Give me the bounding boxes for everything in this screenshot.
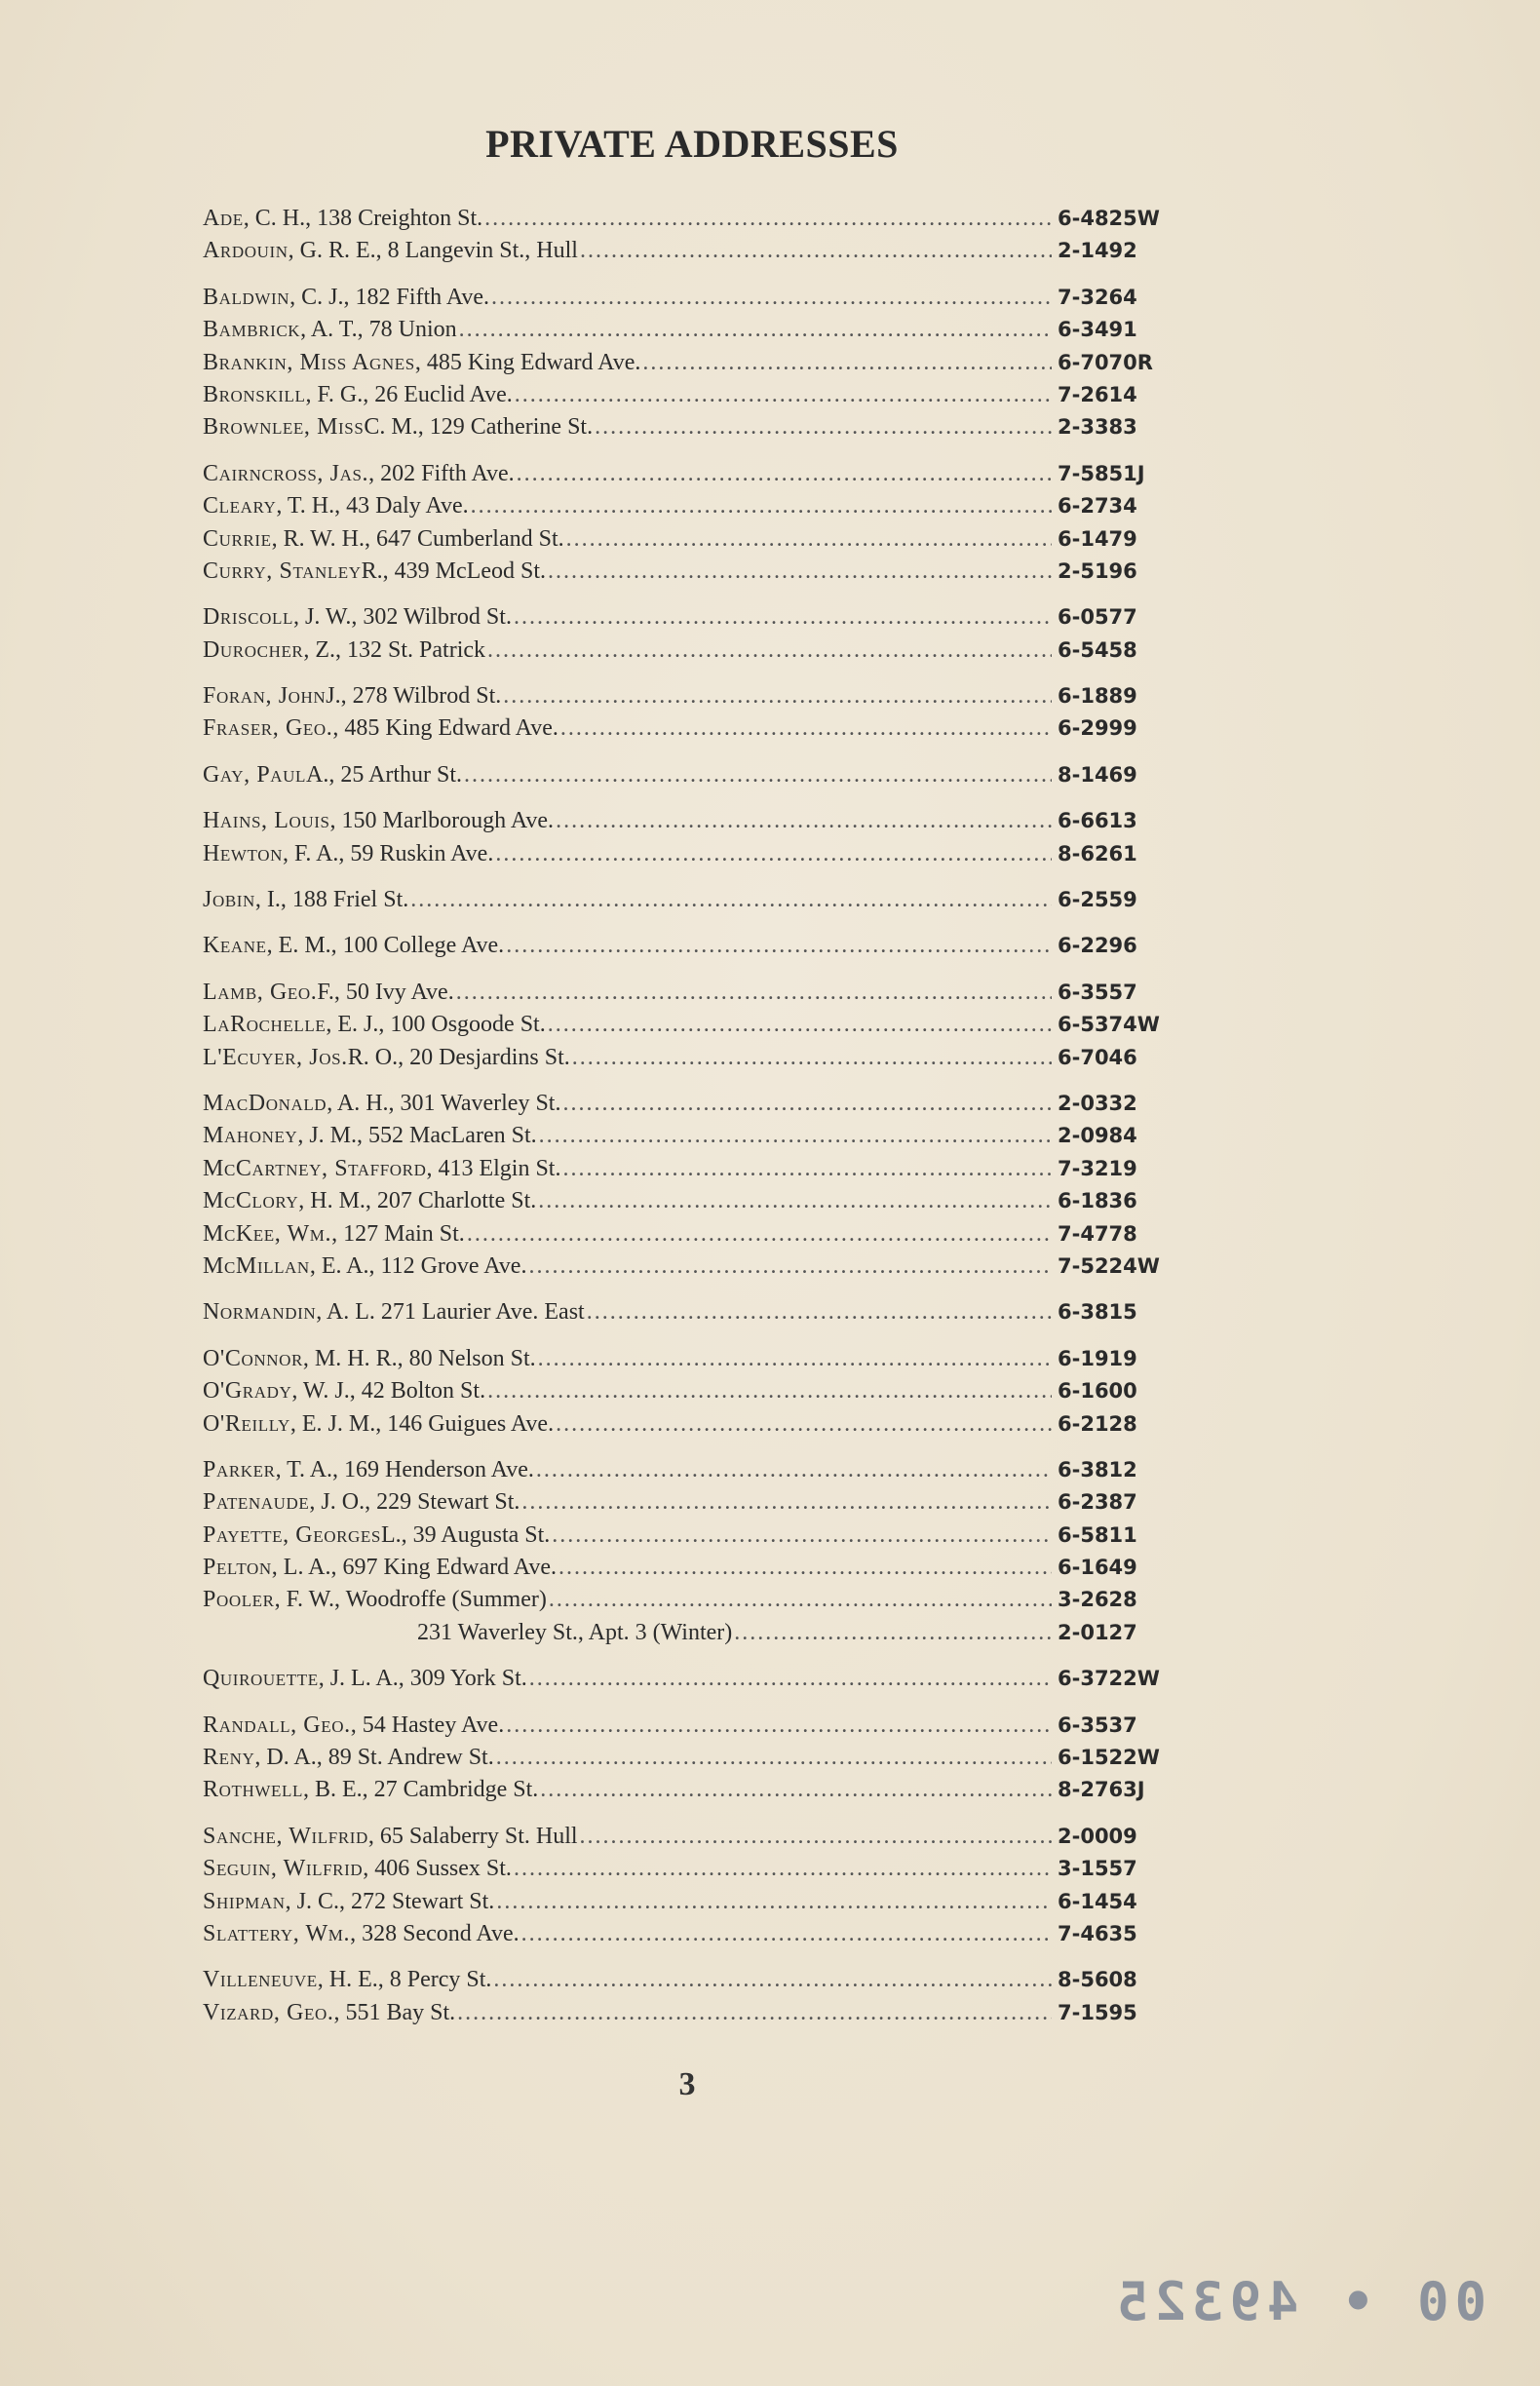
entry-address: , 413 Elgin St. — [426, 1155, 561, 1181]
address-entry — [203, 838, 1182, 870]
entry-phone: 6-1649 — [1058, 1556, 1137, 1580]
address-entry — [203, 1997, 1182, 2029]
entry-address: , C. J., 182 Fifth Ave. — [289, 284, 490, 310]
entry-phone: 6-7046 — [1058, 1045, 1137, 1069]
entry-phone: 6-0577 — [1058, 605, 1137, 630]
entry-name: McClory — [203, 1188, 299, 1214]
entry-address: R. O., 20 Desjardins St. — [347, 1044, 570, 1070]
entry-phone: 6-3722W — [1058, 1667, 1160, 1691]
entry-phone: 6-2296 — [1058, 934, 1137, 958]
entry-name: Bronskill — [203, 381, 306, 407]
dot-leader — [515, 379, 1052, 411]
entry-address: , 202 Fifth Ave. — [368, 460, 515, 486]
dot-leader — [495, 838, 1052, 870]
entry-address: , J. M., 552 MacLaren St. — [297, 1123, 537, 1149]
address-entry — [203, 1617, 1182, 1649]
entry-phone: 6-6613 — [1058, 809, 1137, 833]
page-title: PRIVATE ADDRESSES — [485, 122, 899, 166]
dot-leader — [496, 1742, 1052, 1774]
dot-leader — [549, 1584, 1052, 1616]
address-entry — [203, 1584, 1182, 1616]
entry-name: Ardouin — [203, 238, 289, 264]
dot-leader — [529, 1663, 1052, 1695]
entry-phone: 8-2763J — [1058, 1778, 1145, 1802]
address-list — [203, 203, 1182, 2029]
dot-leader — [538, 1185, 1052, 1217]
entry-address: , J. O., 229 Stewart St. — [309, 1489, 520, 1516]
entry-address: , B. E., 27 Cambridge St. — [302, 1777, 539, 1803]
entry-phone: 3-1557 — [1058, 1857, 1137, 1881]
address-entry — [203, 1153, 1182, 1185]
entry-name: Seguin, Wilfrid — [203, 1856, 364, 1882]
dot-leader — [471, 490, 1052, 522]
entry-address: , R. W. H., 647 Cumberland St. — [271, 525, 564, 552]
dot-leader — [552, 1520, 1052, 1552]
archive-stamp: 00 • 49325 — [1111, 2271, 1487, 2332]
address-entry — [203, 523, 1182, 556]
dot-leader — [580, 1821, 1052, 1853]
address-entry — [203, 1742, 1182, 1774]
entry-name: Shipman — [203, 1888, 286, 1914]
address-entry — [203, 712, 1182, 745]
entry-name: Parker — [203, 1456, 276, 1482]
entry-address: , 328 Second Ave. — [350, 1920, 520, 1946]
address-entry — [203, 235, 1182, 267]
entry-phone: 6-1454 — [1058, 1889, 1137, 1913]
entry-name: Durocher — [203, 636, 304, 663]
entry-address: , E. A., 112 Grove Ave. — [309, 1252, 527, 1279]
address-entry — [203, 490, 1182, 522]
address-entry — [203, 1218, 1182, 1251]
entry-phone: 2-0127 — [1058, 1620, 1137, 1644]
entry-name: Keane — [203, 933, 267, 959]
address-entry — [203, 1663, 1182, 1695]
entry-phone: 3-2628 — [1058, 1588, 1137, 1612]
entry-address: , D. A., 89 St. Andrew St. — [254, 1745, 494, 1771]
entry-phone: 2-1492 — [1058, 239, 1137, 263]
dot-leader — [517, 458, 1052, 490]
entry-name: LaRochelle — [203, 1012, 327, 1038]
entry-address: , J. C., 272 Stewart St. — [285, 1888, 495, 1914]
entry-name: McCartney, Stafford — [203, 1155, 427, 1181]
entry-name: Quirouette — [203, 1666, 319, 1692]
dot-leader — [587, 1296, 1052, 1328]
entry-phone: 6-1479 — [1058, 526, 1137, 551]
entry-name: Hains, Louis — [203, 808, 330, 834]
dot-leader — [487, 1375, 1052, 1407]
entry-phone: 7-3219 — [1058, 1156, 1137, 1180]
entry-phone: 2-0009 — [1058, 1824, 1137, 1848]
dot-leader — [493, 1964, 1052, 1996]
entry-phone: 6-1889 — [1058, 684, 1137, 709]
entry-address: , A. T., 78 Union — [300, 317, 457, 343]
address-entry — [203, 1486, 1182, 1519]
entry-phone: 6-5811 — [1058, 1522, 1137, 1547]
entry-phone: 2-3383 — [1058, 415, 1137, 440]
dot-leader — [456, 977, 1052, 1009]
entry-name: Curry, Stanley — [203, 558, 362, 584]
address-entry — [203, 1552, 1182, 1584]
entry-name: O'Connor — [203, 1345, 303, 1371]
address-entry — [203, 203, 1182, 235]
address-entry — [203, 1520, 1182, 1552]
entry-phone: 6-2387 — [1058, 1490, 1137, 1515]
entry-phone: 6-1600 — [1058, 1379, 1137, 1404]
address-entry — [203, 1042, 1182, 1074]
address-entry — [203, 347, 1182, 379]
dot-leader — [467, 1218, 1052, 1251]
entry-name: McKee, Wm. — [203, 1220, 332, 1247]
entry-phone: 6-5458 — [1058, 637, 1137, 662]
address-entry — [203, 1454, 1182, 1486]
entry-phone: 6-2999 — [1058, 716, 1137, 741]
entry-phone: 6-2128 — [1058, 1411, 1137, 1436]
dot-leader — [562, 1153, 1052, 1185]
entry-name: Pooler — [203, 1587, 275, 1613]
dot-leader — [514, 1853, 1052, 1885]
entry-address: , 485 King Edward Ave. — [414, 349, 641, 375]
entry-name: Cairncross, Jas. — [203, 460, 369, 486]
entry-name: Sanche, Wilfrid — [203, 1823, 368, 1849]
entry-address: , E. M., 100 College Ave. — [266, 933, 505, 959]
entry-name: Slattery, Wm. — [203, 1920, 351, 1946]
address-entry — [203, 680, 1182, 712]
entry-phone: 6-2734 — [1058, 494, 1137, 519]
address-entry — [203, 1408, 1182, 1441]
dot-leader — [506, 930, 1052, 962]
address-entry — [203, 1886, 1182, 1918]
entry-address: , W. J., 42 Bolton St. — [291, 1378, 486, 1405]
entry-name: MacDonald — [203, 1090, 327, 1116]
dot-leader — [521, 1486, 1052, 1519]
entry-name: Reny — [203, 1745, 255, 1771]
dot-leader — [459, 314, 1052, 346]
entry-address: , F. A., 59 Ruskin Ave. — [283, 840, 494, 866]
entry-address: L., 39 Augusta St. — [380, 1521, 551, 1548]
dot-leader — [521, 1918, 1052, 1950]
address-entry — [203, 1185, 1182, 1217]
entry-address: , E. J., 100 Osgoode St. — [326, 1012, 546, 1038]
dot-leader — [503, 680, 1052, 712]
address-entry — [203, 601, 1182, 634]
entry-name: O'Grady — [203, 1378, 292, 1405]
entry-name: Currie — [203, 525, 272, 552]
address-entry — [203, 1296, 1182, 1328]
dot-leader — [410, 884, 1052, 916]
entry-phone: 7-2614 — [1058, 382, 1137, 406]
entry-address: , F. G., 26 Euclid Ave. — [305, 381, 513, 407]
entry-address: , C. H., 138 Creighton St. — [243, 206, 483, 231]
address-entry — [203, 805, 1182, 837]
address-entry — [203, 282, 1182, 314]
address-entry — [203, 458, 1182, 490]
dot-leader — [560, 712, 1052, 745]
entry-name: Fraser, Geo. — [203, 715, 333, 742]
entry-address: , M. H. R., 80 Nelson St. — [302, 1345, 536, 1371]
entry-name: Lamb, Geo. — [203, 979, 318, 1005]
entry-name: Patenaude — [203, 1489, 310, 1516]
entry-phone: 6-3815 — [1058, 1300, 1137, 1325]
address-entry — [203, 1821, 1182, 1853]
entry-phone: 8-5608 — [1058, 1968, 1137, 1992]
dot-leader — [506, 1710, 1052, 1742]
dot-leader — [548, 1009, 1052, 1041]
dot-leader — [487, 635, 1052, 667]
entry-phone: 6-2559 — [1058, 888, 1137, 912]
entry-name: Driscoll — [203, 604, 293, 631]
address-entry — [203, 977, 1182, 1009]
dot-leader — [496, 1886, 1052, 1918]
entry-address: C. M., 129 Catherine St. — [364, 414, 594, 441]
entry-phone: 8-1469 — [1058, 762, 1137, 787]
dot-leader — [528, 1251, 1052, 1283]
entry-address: , H. M., 207 Charlotte St. — [298, 1188, 537, 1214]
entry-name: Bambrick — [203, 317, 301, 343]
entry-address: F., 50 Ivy Ave. — [317, 979, 454, 1005]
address-entry — [203, 1964, 1182, 1996]
address-entry — [203, 635, 1182, 667]
entry-name: Rothwell — [203, 1777, 303, 1803]
entry-address: , 65 Salaberry St. Hull — [367, 1823, 578, 1849]
address-entry — [203, 759, 1182, 791]
entry-phone: 6-4825W — [1058, 207, 1160, 230]
entry-name: Baldwin — [203, 284, 290, 310]
entry-phone: 2-0332 — [1058, 1091, 1137, 1115]
address-entry — [203, 1853, 1182, 1885]
entry-phone: 2-5196 — [1058, 558, 1137, 583]
address-entry — [203, 1120, 1182, 1152]
entry-address: , 551 Bay St. — [333, 1999, 456, 2025]
entry-address: , F. W., Woodroffe (Summer) — [274, 1587, 547, 1613]
entry-address: , T. H., 43 Daly Ave. — [276, 493, 469, 520]
dot-leader — [556, 1408, 1052, 1441]
address-entry — [203, 884, 1182, 916]
entry-address: , Z., 132 St. Patrick — [303, 636, 486, 663]
dot-leader — [491, 282, 1052, 314]
entry-phone: 6-1836 — [1058, 1189, 1137, 1213]
address-entry — [203, 930, 1182, 962]
entry-phone: 7-1595 — [1058, 2000, 1137, 2024]
dot-leader — [540, 1774, 1052, 1806]
entry-name: Brownlee, Miss — [203, 414, 365, 441]
entry-address: , E. J. M., 146 Guigues Ave. — [289, 1410, 555, 1437]
entry-name: Hewton — [203, 840, 283, 866]
dot-leader — [566, 523, 1052, 556]
entry-address: , 485 King Edward Ave. — [332, 715, 558, 742]
entry-address: , H. E., 8 Percy St. — [317, 1967, 492, 1993]
dot-leader — [642, 347, 1052, 379]
entry-phone: 6-3812 — [1058, 1457, 1137, 1482]
entry-phone: 6-7070R — [1058, 350, 1153, 374]
address-entry — [203, 1774, 1182, 1806]
entry-phone: 7-4778 — [1058, 1221, 1137, 1246]
address-entry — [203, 1251, 1182, 1283]
dot-leader — [556, 805, 1052, 837]
entry-phone: 2-0984 — [1058, 1124, 1137, 1148]
entry-phone: 7-3264 — [1058, 285, 1137, 309]
dot-leader — [548, 556, 1052, 588]
dot-leader — [457, 1997, 1052, 2029]
address-entry — [203, 1343, 1182, 1375]
entry-address: , T. A., 169 Henderson Ave. — [275, 1456, 534, 1482]
entry-address: , I., 188 Friel St. — [254, 887, 409, 913]
address-entry — [203, 1088, 1182, 1120]
entry-address: R., 439 McLeod St. — [361, 558, 546, 584]
entry-phone: 7-5851J — [1058, 461, 1145, 485]
entry-name: Mahoney — [203, 1123, 298, 1149]
entry-name: O'Reilly — [203, 1410, 290, 1437]
entry-name: Pelton — [203, 1555, 272, 1581]
dot-leader — [536, 1454, 1052, 1486]
dot-leader — [558, 1552, 1052, 1584]
dot-leader — [580, 235, 1052, 267]
entry-address: , J. L. A., 309 York St. — [318, 1666, 527, 1692]
dot-leader — [484, 203, 1052, 235]
dot-leader — [538, 1343, 1052, 1375]
entry-address: , A. L. 271 Laurier Ave. East — [316, 1299, 585, 1326]
entry-name: Vizard, Geo. — [203, 1999, 334, 2025]
entry-phone: 7-5224W — [1058, 1253, 1160, 1278]
entry-name: Gay, Paul — [203, 761, 307, 788]
entry-name: Brankin, Miss Agnes — [203, 349, 415, 375]
dot-leader — [562, 1088, 1052, 1120]
entry-name: McMillan — [203, 1252, 310, 1279]
entry-phone: 6-1919 — [1058, 1346, 1137, 1370]
entry-name: Ade — [203, 206, 244, 231]
entry-phone: 7-4635 — [1058, 1921, 1137, 1945]
entry-phone: 6-5374W — [1058, 1013, 1160, 1037]
address-entry — [203, 1375, 1182, 1407]
entry-address: , J. W., 302 Wilbrod St. — [292, 604, 512, 631]
address-entry — [203, 314, 1182, 346]
address-entry — [203, 556, 1182, 588]
page-number: 3 — [678, 2066, 696, 2102]
entry-address: , A. H., 301 Waverley St. — [327, 1090, 561, 1116]
entry-name: Cleary — [203, 493, 277, 520]
entry-phone: 6-3491 — [1058, 318, 1137, 342]
entry-address: , 406 Sussex St. — [363, 1856, 512, 1882]
entry-name: Payette, Georges — [203, 1521, 381, 1548]
entry-name: L'Ecuyer, Jos. — [203, 1044, 348, 1070]
entry-phone: 8-6261 — [1058, 841, 1137, 866]
entry-address: , 127 Main St. — [331, 1220, 465, 1247]
entry-address: , 150 Marlborough Ave. — [329, 808, 555, 834]
dot-leader — [514, 601, 1052, 634]
entry-name: Foran, John — [203, 683, 327, 710]
entry-address: , 54 Hastey Ave. — [350, 1712, 505, 1738]
address-entry — [203, 379, 1182, 411]
address-entry — [203, 411, 1182, 443]
entry-phone: 6-1522W — [1058, 1746, 1160, 1770]
dot-leader — [595, 411, 1052, 443]
entry-address: A., 25 Arthur St. — [306, 761, 463, 788]
entry-phone: 6-3557 — [1058, 980, 1137, 1004]
dot-leader — [539, 1120, 1052, 1152]
dot-leader — [734, 1617, 1052, 1649]
address-entry — [203, 1918, 1182, 1950]
dot-leader — [464, 759, 1052, 791]
dot-leader — [572, 1042, 1052, 1074]
entry-name: Randall, Geo. — [203, 1712, 351, 1738]
entry-phone: 6-3537 — [1058, 1713, 1137, 1737]
address-entry — [203, 1009, 1182, 1041]
entry-address: J., 278 Wilbrod St. — [326, 683, 502, 710]
entry-address: 231 Waverley St., Apt. 3 (Winter) — [417, 1619, 733, 1645]
address-entry — [203, 1710, 1182, 1742]
entry-address: , G. R. E., 8 Langevin St., Hull — [288, 238, 578, 264]
entry-address: , L. A., 697 King Edward Ave. — [271, 1555, 557, 1581]
entry-name: Villeneuve — [203, 1967, 318, 1993]
entry-name: Normandin — [203, 1299, 317, 1326]
entry-name: Jobin — [203, 887, 255, 913]
